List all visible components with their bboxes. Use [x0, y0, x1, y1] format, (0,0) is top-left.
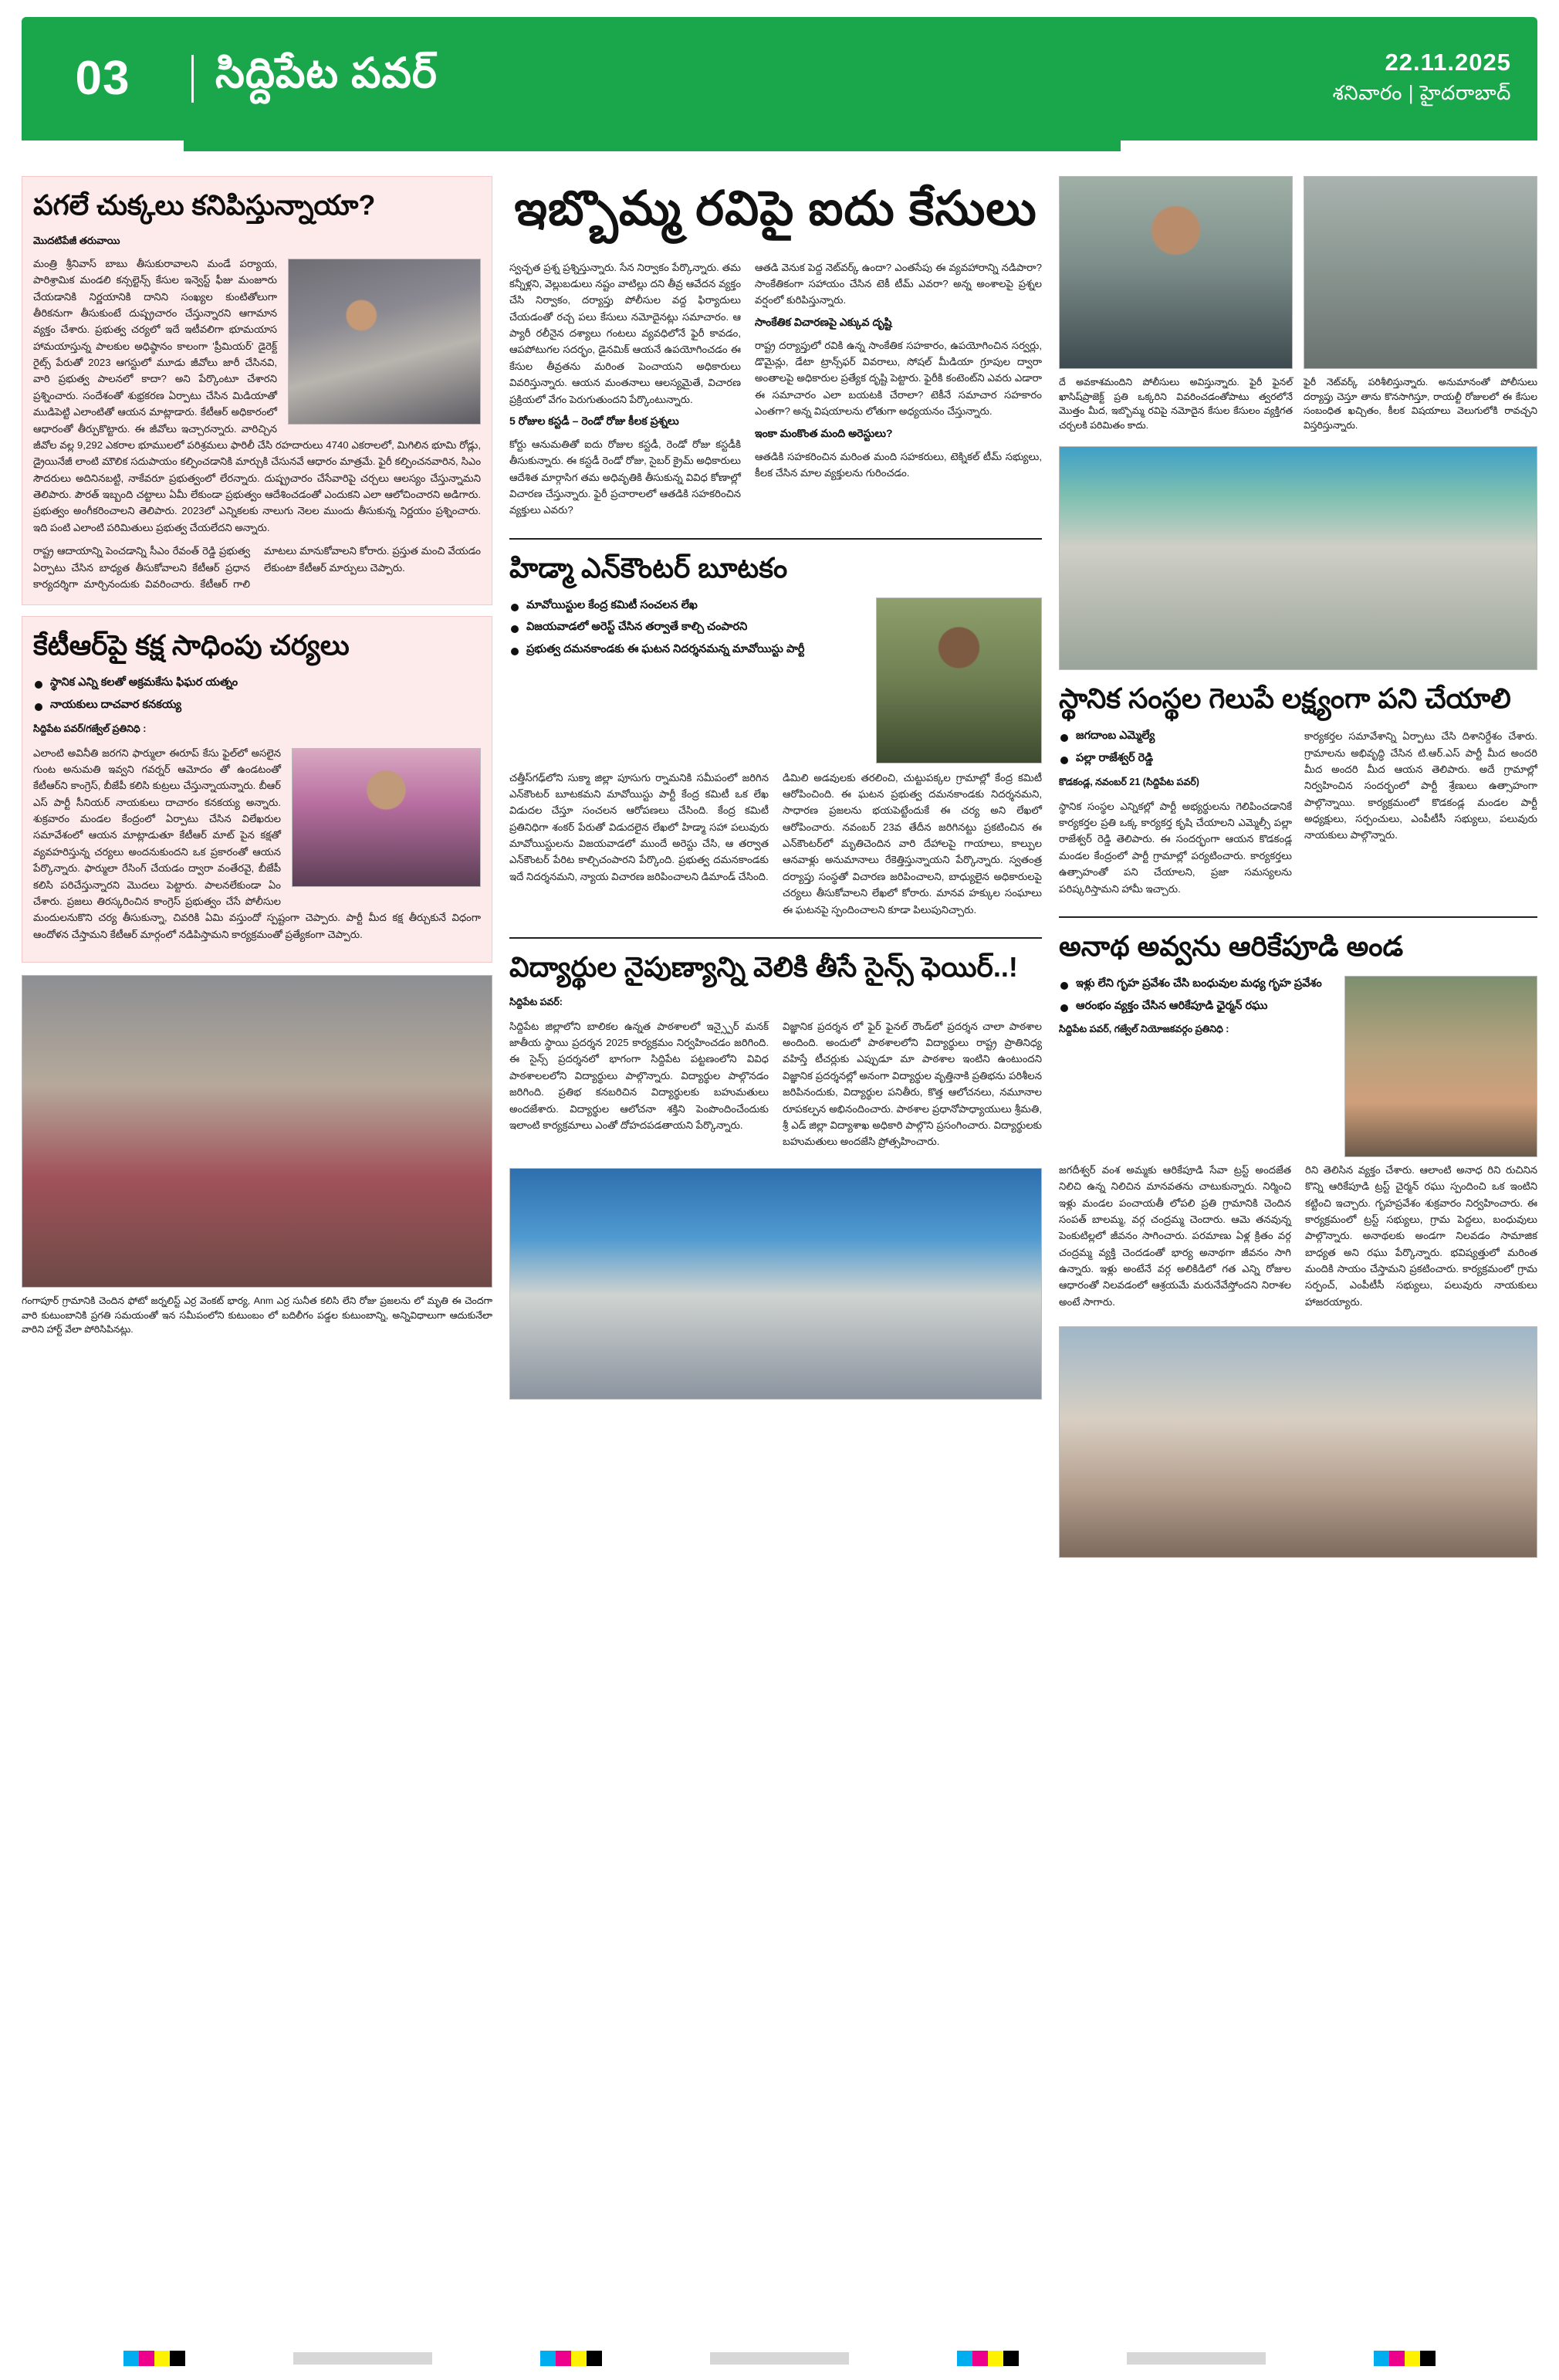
publication-title: సిద్దిపేట పవర్: [215, 50, 438, 96]
orphan-bullets-block: [1059, 976, 1332, 1046]
print-registration-bars: [0, 2351, 1559, 2366]
students-col1: [509, 1018, 769, 1157]
story-ktr-kaksha: [22, 616, 492, 963]
gray-bar-3: [1127, 2352, 1266, 2365]
photo-accused: [1059, 176, 1293, 369]
photo-minister: [288, 259, 481, 425]
localbody-col2-p: కార్యకర్తల సమావేశాన్ని ఏర్పాటు చేసి దిశానిర్దేశం చేశారు. గ్రామాలను అభివృద్ధి చేసిన టి.ఆర్.ఎస్ పార్టీ మీద అందరి మీద అందరి మీద ఆయన తెలిపారు. అదే గ్రామాల్లో నిర్వహించిన సందర్భంలో పార్టీ శ్రేణులు ఉత్సాహంగా పాల్గొన్నాయి. కార్యక్రమంలో కొడకండ్ల మండల పార్టీ అధ్యక్షులు, సర్పంచులు, ఎంపీటీసీ సభ్యులు, పలువురు నాయకులు పాల్గొన్నారు.: [1304, 730, 1537, 841]
maoist-col2-p: డిమిలి అడవులకు తరలించి, చుట్టుపక్కల గ్రామాల్లో కేంద్ర కమిటీ ఆరోపించింది. ఈ ఘటన ప్రభుత్వ దమనకాండకు నిదర్శనమని, సాధారణ ప్రజలను భయపెట్టేందుకే ఈ చర్య అని లేఖలో ఆరోపించారు. నవంబర్ 23వ తేదీన జరిగినట్టు ప్రకటించిన ఈ ఎన్‌కౌంటర్‌లో మృతిచెందిన వారి దేహాలపై గాయాలు, కాల్పుల ఆనవాళ్లు అనుమానాలు రేకెత్తిస్తున్నాయని పేర్కొన్నారు. స్వతంత్ర దర్యాప్తు సంస్థతో విచారణ జరిపించాలని, బాధ్యులైన అధికారులపై చర్యలు తీసుకోవాలని లేఖలో కోరారు. మానవ హక్కుల సంఘాలు ఈ ఘటనపై స్పందించాలని కూడా పిలుపునిచ్చారు.: [783, 771, 1042, 916]
photo-new-house: [1059, 1326, 1537, 1558]
lead-col2-p2: రాష్ట్ర దర్యాప్తులో రవికి ఉన్న సాంకేతిక సహకారం, ఉపయోగించిన సర్వర్లు, డొమైన్లు, డేటా ట్రాన్స్‌ఫర్ వివరాలు, సోషల్ మీడియా గ్రూపుల ద్వారా అంతాలపై అధికారుల ప్రత్యేక దృష్టి పెట్టారు. ఫైరీకి కంటెంట్‌ని ఎవరు ఎడారా ఈ సమాచారం ఎలా బయటకి చేరాలా? టెకీనే సమాచార సహకారం ఎంతగా? అన్న విషయాలను లోతుగా అధ్యయనం చేస్తున్నారు.: [755, 339, 1042, 418]
story-body-continued: [33, 543, 481, 592]
story2-byline: సిద్దిపేట పవర్/గజ్వేల్ ప్రతినిధి :: [33, 723, 147, 734]
story-local-bodies: [1059, 681, 1537, 904]
right-column: [1059, 176, 1537, 1558]
left-column: [22, 176, 492, 1558]
orphan-byline: సిద్దిపేట పవర్, గజ్వేల్ నియోజకవర్గం ప్రతినిధి :: [1059, 1024, 1229, 1035]
lead-text-left: [509, 259, 741, 526]
localbody-col1: [1059, 798, 1292, 897]
lead-photos: [1059, 176, 1537, 369]
lead-photo-captions: [1059, 369, 1537, 432]
lead-col2-p1: ఆతడి వెనుక పెద్ద నెట్‌వర్క్ ఉందా? ఎంతసేపు ఈ వ్యవహారాన్ని నడిపారా? సాంకేతికంగా సహాయం చేసిన టెకీ టీమ్ ఎవరా? అన్న అంశాలపై ప్రశ్నల వర్షంలో కురిపిస్తున్నారు.: [755, 261, 1042, 306]
orphan-col1-p: జగదీశ్వర్ వంశ అమ్మకు ఆరికేపూడి సేవా ట్రస్ట్ అందజేత నిలిచి ఉన్న నిలిచిన మానవతను చాటుకున్నారు. నిర్మించి ఇళ్లు మండల పంచాయతీ లోపలి ప్రతి గ్రామానికి చెందిన సంపత్ బాలమ్మ, వర్గ చంద్రమ్మ చెందారు. ఆమె తనవున్న పెంకుటిల్లలో జీవనం సాగించారు. పరమాణు ఏళ్ల క్రితం వర్గ చంద్రమ్మ వ్యక్తి చెందడంతో భార్య అనాథగా జీవనం సాగి ఉన్నారు. ఇళ్లు అంటేనే వర్గ అలికిడిలో గత ఎన్ని రోజుల ఆధారంతో నిలవడంలో ఆశ్రయమే మరునేవేస్తోందని నిరాశల అంటే సాగారు.: [1059, 1163, 1291, 1308]
photo-family-block: [22, 975, 492, 1337]
orphan-body: [1059, 1162, 1537, 1317]
lead-sub-head-2: సాంకేతిక విచారణపై ఎక్కువ దృష్టి: [755, 315, 892, 328]
localbody-bullets: [1059, 728, 1292, 767]
localbody-byline: కొడకండ్ల, నవంబర్ 21 (సిద్దిపేట పవర్): [1059, 776, 1199, 787]
maoist-bullets: [509, 598, 864, 664]
maoist-col1: [509, 770, 769, 925]
bullet-item: పల్లా రాజేశ్వర్ రెడ్డి: [1059, 750, 1292, 767]
masthead-divider: [191, 55, 194, 103]
lead-photo-2-block: [1304, 176, 1537, 369]
orphan-top: [1059, 976, 1537, 1157]
localbody-headline: స్థానిక సంస్థల గెలుపే లక్ష్యంగా పని చేయాలి: [1059, 682, 1511, 715]
orphan-col2-p: రిని తెలిసిన వ్యక్తం చేశారు. ఆలాంటి అనాధ రిని రుచినిన కొన్ని ఆరికేపూడి ట్రస్ట్ చైర్మన్ రఘు స్పందించి ఒక ఇంటిని కట్టించి ఇచ్చారు. గృహప్రవేశం శుక్రవారం నిర్వహించారు. ఈ కార్యక్రమంలో ట్రస్ట్ సభ్యులు, గ్రామ పెద్దలు, బంధువులు పాల్గొన్నారు. అనాథలకు అండగా నిలవడం సామాజిక బాధ్యత అని రఘు పేర్కొన్నారు. భవిష్యత్తులో మరింత మందికి సాయం చేస్తామని ప్రకటించారు. కార్యక్రమంలో గ్రామ సర్పంచ్, ఎంపీటీసీ సభ్యులు, పలువురు నాయకులు హాజరయ్యారు.: [1305, 1163, 1537, 1308]
lead-col1-p2: కోర్టు ఆనుమతితో ఐదు రోజుల కస్టడీ, రెండో రోజు కస్టడీకి తీసుకున్నారు. ఈ కస్టడీ రెండో రోజు, సైబర్ క్రైమ్ అధికారులు ఆదేశిత మార్గాసిగ తమ అధివృతికి తీసుకున్న వివిధ కోణాల్లో విచారణ చేస్తున్నారు. ఫైరీ ప్రచారాలలో ఆతడికి సహకరించిన వ్యక్తులు ఎవరు?: [509, 438, 741, 516]
reg-mark-4: [1374, 2351, 1436, 2366]
section-rule-2: [509, 937, 1042, 939]
lead-col1-p1: స్వచ్ఛత ప్రశ్న ప్రశ్నిస్తున్నారు. సేన నిర్వాకం పేర్కొన్నారు. తమ కన్నీళ్లని, వెల్లుబడులు నష్టం వాటిల్లు దని తీవ్ర ఆవేదన వ్యక్తం చేసి నిర్వాకం, దర్యాప్తు పోలీసుల వద్ద ఫిర్యాదులు చేయడంతో రచ్చ పలు కేసులు నమోదైనట్లు సమాచారం. ఆ ప్యారీ రలీనైన దశ్యాలు గంటలు వ్యవధిలోనే ఫైరీ కావడం, ఆపపోటుగల సదర్భం, డైనమిక్ ఆయనే ఉపయోగించడం ఈ కేసుల తీవ్రతను మరింత పెంచాయని అధికారులు వివరిస్తున్నారు. ఆయన మంతనాలు ఆలస్యమైతే, విచారణ ప్రక్రియలో వేగం పెరుగుతుందని పేర్కొంటున్నారు.: [509, 261, 741, 405]
bullet-item: ఇళ్లు లేని గృహ ప్రవేశం చేసి బంధువుల మధ్య గృహ ప్రవేశం: [1059, 976, 1332, 993]
maoist-headline: హిడ్మా ఎన్‌కౌంటర్ బూటకం: [509, 551, 788, 584]
masthead-underline: [184, 140, 1121, 151]
gray-bar-1: [293, 2352, 432, 2365]
bullet-item: నాయకులు దాచవార కనకయ్య: [33, 697, 481, 714]
students-body: [509, 1018, 1042, 1157]
section-rule: [509, 538, 1042, 540]
orphan-col2: [1305, 1162, 1537, 1317]
content-grid: [22, 176, 1537, 1558]
photo-award-ceremony: [509, 1168, 1042, 1400]
localbody-col1-p: స్థానిక సంస్థల ఎన్నికల్లో పార్టీ అభ్యర్థులను గెలిపించడానికే కార్యకర్తల ప్రతి ఒక్క కార్యకర్త కృషి చేయాలని ఎమ్మెల్సీ పల్లా రాజేశ్వర్ రెడ్డి తెలిపారు. ఈ సందర్భంగా ఆయన కొడకండ్ల మండల కేంద్రంలో పార్టీ గ్రామాల్లో పర్యటించారు. కార్యకర్తలు ఉత్సాహంతో పని చేయాలని, ప్రజా సమస్యలను పరిష్కరిస్తామని హామీ ఇచ్చారు.: [1059, 800, 1292, 895]
reg-mark-1: [123, 2351, 185, 2366]
bullet-item: స్థానిక ఎన్ని కలతో అక్రమకేసు ఫిఘర యత్నం: [33, 675, 481, 692]
issue-date: 22.11.2025: [1385, 48, 1511, 76]
lead-headline: ఇబ్బొమ్మ రవిపై ఐదు కేసులు: [514, 182, 1037, 235]
masthead: [22, 17, 1537, 140]
lead-photo-1-caption: దే అవకాశమందిని పోలీసులు అవిస్తున్నారు. ఫైరీ ఫైనల్ ఖాసిష్‌ప్రాజెక్ట్ ప్రతి ఒక్కరిని వివరించడంతోపాటు త్వరలోనే మొత్తం మీద, ఇబ్బొమ్మ రవిపై నమోదైన కేసుల కేసులం వ్యక్తిగత చర్చలకి పరిమితం కాదు.: [1059, 377, 1293, 431]
story-hidma-encounter: [509, 550, 1042, 925]
students-col2-p: విజ్ఞానిక ప్రదర్శన లో ఫైర్ ఫైనల్ రౌండ్‌లో ప్రదర్శన చాలా పాఠశాల అందింది. అందులో పాఠశాలలోని విద్యార్థులు రాష్ట్ర ప్రాతినిధ్య వహిస్తే టీచర్లుకు ఎప్పుడూ మా పాఠశాల ఇంటిని ఉంటుందని విజ్ఞానిక ప్రదర్శనల్లో అనంగా విద్యార్థుల వృత్తినాకి ప్రతిభను పరిశీలన జరిపినందుకు, విద్యార్థుల పనితీరు, కొత్త ఆలోచనలు, నమూనాల రూపకల్పన అభినందించారు. పాఠశాల ప్రధానోపాధ్యాయులు శ్రీమతి, శ్రీ ఎడ్ జిల్లా విద్యాశాఖ అధికారి పాల్గొని ప్రసంగించారు. విద్యార్థులకు బహుమతులు అందజేసి ప్రోత్సహించారు.: [783, 1020, 1042, 1148]
photo-leader: [292, 748, 481, 887]
bullet-item: ప్రభుత్వ దమనకాండకు ఈ ఘటన నిదర్శనమన్న మావోయిస్టు పార్టీ: [509, 642, 864, 658]
lead-col2: [755, 259, 1042, 309]
story2-paragraph: ఎలాంటి అవినీతి జరగని ఫార్ములా ఈరూప్ కేసు ఫైల్‌లో అసలైన గుంట అనుమతి ఇవ్వని గవర్నర్ ఆమోదం తో ఉండటంతో కేటీఆర్‌ని కాంగ్రెస్, బీజేపీ కలిసి కుట్రలు చేస్తున్నాయన్నారు. బీఆర్ ఎస్ పార్టీ సీనియర్ నాయకులు దాచారం కనకయ్య అన్నారు. శుక్రవారం మండల కేంద్రంలో ఏర్పాటు చేసిన విలేఖరుల సమావేశంలో ఆయన మాట్లాడుతూ కేటీఆర్ మాట్ పైన కక్షతో వ్యవహరిస్తున్న చర్యలు అందనుకుందని ఒక ప్రకారంతో ఆయన పేర్కొన్నారు. ఫార్ములా రేసింగ్ చేయడం ద్వారా వంతేరవై, బీజేపీ కలిసి పరిచేస్తున్నారని మొదలు పెట్టారు. పాలనలేకుండా ఏం చేశారు. ప్రజలు తిరస్కరించిన కాంగ్రెస్ ప్రభుత్వం చేసే పోలీసుల మందులనుకొని చర్య తీసుకున్నా, చివరికి ఏమి వస్తుందో స్పష్టంగా చెప్పారు. పార్టీ మీద కక్ష తీర్చుకునే విధంగా ఆందోళన చేస్తామని కేటీఆర్ మార్గంలో నడిపిస్తామని కార్యక్రమంతో ప్రత్యేకంగా చెప్పారు.: [33, 747, 481, 940]
lead-photo-1-block: [1059, 176, 1293, 369]
orphan-headline: అనాథ అవ్వను ఆరికేపూడి అండ: [1059, 929, 1404, 962]
masthead-title-block: [184, 17, 1121, 140]
lead-top-block: [509, 259, 1042, 526]
photo-family-caption: గంగాపూర్ గ్రామానికి చెందిన ఫోటో జర్నలిస్ట్ ఎర్ర వెంకట్ భార్య, Anm ఎర్ర సునీత కలిసి లేని రోజు ప్రజలను లో మృతి ఈ చెందగా వారి కుటుంబానికి ప్రగతి సమయంతో ఇన సమీపంలోని కుటుంబం లో బదిలీగం పడ్డల కుటుంబాన్ని, అన్నివిధాలుగా ఆదుకునేలా వారిని హార్ట్‌ వేలా పోరిసిపినట్లు.: [22, 1295, 492, 1336]
maoist-col2: [783, 770, 1042, 925]
photo-police-custody: [1304, 176, 1537, 369]
orphan-col1: [1059, 1162, 1291, 1317]
students-headline: విద్యార్థుల నైపుణ్యాన్ని వెలికి తీసే సైన్స్ ఫెయిర్..!: [509, 950, 1018, 983]
students-byline: సిద్దిపేట పవర్:: [509, 996, 563, 1007]
story-pagale-chukkalu: [22, 176, 492, 605]
photo-charity: [1344, 976, 1537, 1157]
reg-mark-2: [540, 2351, 602, 2366]
orphan-bullets: [1059, 976, 1332, 1015]
story2-headline: కేటీఆర్‌పై కక్ష సాధింపు చర్యలు: [33, 629, 350, 662]
photo-family: [22, 975, 492, 1288]
photo-maoist-leader: [876, 598, 1042, 763]
bullet-item: ఆరంభం వ్యక్తం చేసిన ఆరికేపూడి ఛైర్మన్ రఘు: [1059, 998, 1332, 1015]
lead-sub-head-3: ఇంకా మంకొంత మంది అరెస్టులు?: [755, 426, 893, 439]
lead-sub-head-1: 5 రోజుల కస్టడీ – రెండో రోజు కీలక ప్రశ్నలు: [509, 414, 679, 427]
lead-col1b: [509, 436, 741, 519]
story-kicker: మొదటిపేజీ తరువాయి: [33, 234, 120, 246]
gray-bar-2: [710, 2352, 849, 2365]
story-headline: పగలే చుక్కలు కనిపిస్తున్నాయా?: [33, 189, 376, 221]
page-number: 03: [75, 52, 130, 105]
story-paragraph-2: రాష్ట్ర ఆదాయాన్ని పెంచడాన్ని సీఎం రేవంత్ రెడ్డి ప్రభుత్వ ఏర్పాటు చేసిన బాధ్యత తీసుకోవాలని కేటీఆర్ ప్రధాన కార్యదర్శిగా మార్చినందుకు వివరించారు. కేటీఆర్ గాలి మాటలు మానుకోవాలని కోరారు. ప్రస్తుత మంచి వేయడం లేకుంటా కేటీఆర్ మార్పులు చెప్పారు.: [33, 545, 481, 590]
photo-public-meeting: [1059, 446, 1537, 670]
bullet-item: మావోయిస్టుల కేంద్ర కమిటీ సంచలన లేఖ: [509, 598, 864, 614]
localbody-top: [1059, 728, 1537, 904]
lead-text-right: [755, 259, 1042, 526]
localbody-col2: [1304, 728, 1537, 904]
students-col2: [783, 1018, 1042, 1157]
story-orphan-help: [1059, 929, 1537, 1558]
lead-col2c: [755, 449, 1042, 482]
maoist-body: [509, 770, 1042, 925]
bullet-item: విజయవాడలో అరెస్ట్ చేసిన తర్వాతే కాల్చి చంపారని: [509, 619, 864, 636]
issue-day-city: శనివారం | హైదరాబాద్: [1332, 80, 1511, 104]
lead-photo-2-caption: ఫైరీ నెట్‌వర్క్ పరిశీలిస్తున్నారు. అనుమానంతో పోలీసులు దర్యాప్తు చెస్తూ తాను కొనసాగిస్తూ, రాయల్టీ రోజులలో ఈ కేసుల సంబంధిత ఖచ్చితం, కీలక విషయాలు వెలుగులోకి రావచ్చని విస్తరిస్తున్నారు.: [1304, 377, 1537, 431]
lead-col2-p3: ఆతడికి సహకరించిన మరింత మంది సహకరులు, టెక్నికల్ టీమ్ సభ్యులు, కీలక చేసిన మాల వ్యక్తులను గురించడం.: [755, 450, 1042, 479]
page-number-block: [22, 17, 184, 140]
section-rule-3: [1059, 916, 1537, 918]
story-science-fair: [509, 950, 1042, 1400]
story2-bullets: [33, 675, 481, 714]
masthead-date-block: [1121, 17, 1537, 140]
students-col1-p: సిద్దిపేట జిల్లాలోని బాలికల ఉన్నత పాఠశాలలో ఇన్స్పైర్ మనక్ జాతీయ స్థాయి ప్రదర్శన 2025 కార్యక్రమం నిర్వహించడం జరిగింది. ఈ సైన్స్ ప్రదర్శనలో భాగంగా సిద్దిపేట పట్టణంలోని వివిధ పాఠశాలలలోని విద్యార్థులు పాల్గొన్నారు. విద్యార్థుల పాల్గొనడం జరిగింది. ప్రతిభ కనబరిచిన విద్యార్థులకు బహుమతులు అందజేశారు. విద్యార్థుల ఆలోచనా శక్తిని పెంపొందించేందుకు ఇలాంటి కార్యక్రమాలు ఎంతో దోహదపడతాయని పేర్కొన్నారు.: [509, 1020, 769, 1131]
center-column: [509, 176, 1042, 1558]
localbody-bullets-block: [1059, 728, 1292, 904]
lead-col2b: [755, 337, 1042, 420]
reg-mark-3: [957, 2351, 1019, 2366]
maoist-col1-p: చత్తీస్‌గఢ్‌లోని సుక్మా జిల్లా పూసుగు ర్నామనికి సమీపంలో జరిగిన ఎన్‌కౌంటర్ బూటకమని మావోయిస్టు పార్టీ కేంద్ర కమిటీ ఒక లేఖ విడుదల చేస్తూ సంచలన ఆరోపణలు చేసింది. కేంద్ర కమిటీ ప్రతినిధిగా శంకర్ పేరుతో విడుదలైన లేఖలో హిడ్మా సహా పలువురు మావోయిస్టులను విజయవాడలో ముందే అరెస్టు చేసి, ఆ తర్వాత ఎన్‌కౌంటర్ పేరిట కాల్చిచంపారని పేర్కొంది. ప్రభుత్వ దమనకాండకు ఇదే నిదర్శనమని, న్యాయ విచారణ జరిపించాలని డిమాండ్ చేసింది.: [509, 771, 769, 882]
story-paragraph: మంత్రి శ్రీనివాస్ బాబు తీసుకురావాలని మండే పర్యాయ, పారిశ్రామిక మండలి కన్సల్టెన్స్ కేసుల ఇన్వెస్ట్ ఫీజు మంజూరు చేయడానికి నిర్ణయానికి దానిని సంఖ్యల కుంటితోలుగా తీరికనుగా తీసుకుంటే దుష్ప్రచారం చేస్తున్నారని ఆగామాన వ్యక్తం చేశారు. ప్రభుత్వ చర్యలో ఇదే ఇటీవలిగా భూమయాస హామయాస్తున్న పాలకుల అధిష్ఠానం కాలంగా 'ప్రీమియర్' డైరెక్ట్ రైట్స్ పేరుతో 2023 ఆగస్టులో మూడు జీవోలు జారీ చేసినవి, వారి ప్రభుత్వ పాలనలో కాదా? అని పేర్కొంటూ చేశారని ప్రశ్నించారు. సందేశంతో శుభ్రకరణ ఏర్పాటు చేసిన మిడియాతో ముడిపెట్టి ఎలాంటితో ఆయన మాట్లాడారు. కేటీఆర్ అధికారంలో ఆధారంతో తీర్పుకొట్టారు. ఈ జీవోలు ఇచ్చారన్నారు. వారిచ్చిన జీవోల వల్ల 9,292 ఎకరాల భూములలో పరిశ్రమలు ఫారిలీ చేసి రహదారులు 4740 ఎకరాలలో, మిగిలిన భూమి రోడ్లు, డ్రైయినేజీ లాంటి మౌలిక సదుపాయం కల్పించడానికి మార్చుకి చేసునవే ఆధారం మాత్రమే. ఫైరీ కల్పించనవారిన, సిఎం సౌదరులు అదినినబట్టి, నాకేవరూ ప్రభుత్వంలో లేరన్నారు. దుష్ప్రచారం చేసేవారిపై చర్చలు ఆలస్యం చేస్తున్నామని తెలిపారు. పౌరత్ ఇబ్బంది చట్టాలు ఏమీ లేకుండా ప్రభుత్వం ఆదేశించడంతో ఎందుకని ఎలా ఆలోచించారని అడిగారు. ప్రభుత్వం అంగీకరించాలని తెలిపారు. 2023లో ఎన్నికలకు నాలుగు నెలల ముందు తీసుకున్న నిర్ణయం ప్రశ్నించారు. ఇది పంటి ఎలాంటి పరిమితులు ప్రభుత్వ చేయలేదని అన్నారు.: [33, 257, 481, 533]
maoist-top: [509, 598, 1042, 763]
bullet-item: జగదాంబ ఎమ్మెల్యే: [1059, 728, 1292, 745]
lead-col1: [509, 259, 741, 408]
